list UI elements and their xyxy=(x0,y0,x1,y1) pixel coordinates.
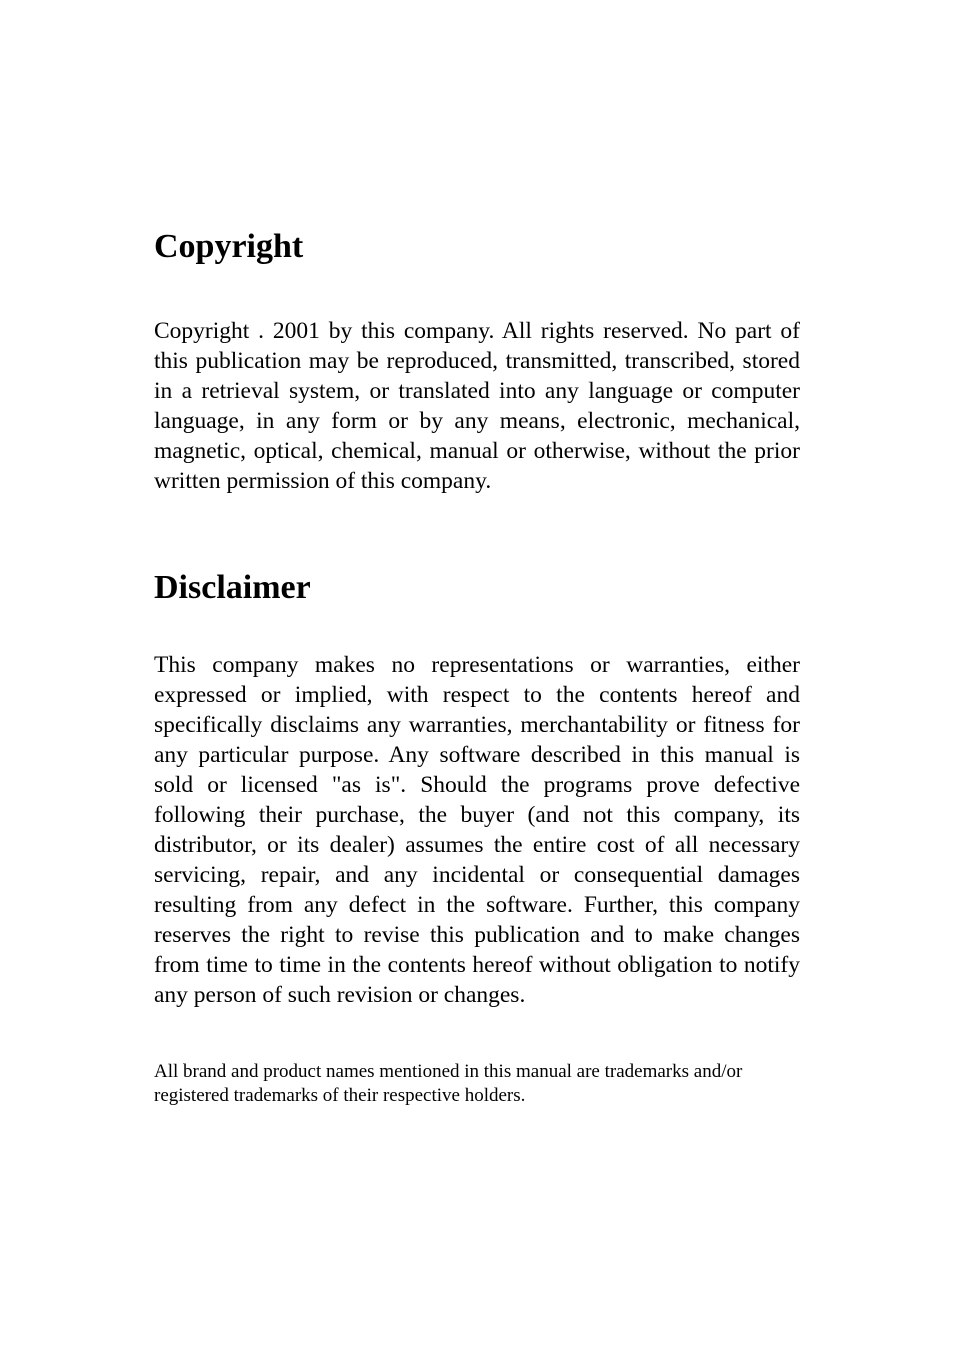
copyright-heading: Copyright xyxy=(154,228,304,265)
disclaimer-paragraph: This company makes no representations or warranties, either expressed or implied, with respect to the contents hereof and specifically disclaims any warranties, merchantability or fitness for any particular purpose. Any software described in this manual is sold or licensed "as is". Should the programs prove defective following their purchase, the buyer (and not this company, its distributor, or its dealer) assumes the entire cost of all necessary servicing, repair, and any incidental or consequential damages resulting from any defect in the software. Further, this company reserves the right to revise this publication and to make changes from time to time in the contents hereof without obligation to notify any person of such revision or changes. xyxy=(154,652,800,1008)
disclaimer-heading: Disclaimer xyxy=(154,569,311,606)
trademark-notice: All brand and product names mentioned in this manual are trademarks and/or registered trademarks of their respective holders. xyxy=(154,1061,743,1106)
copyright-paragraph: Copyright . 2001 by this company. All rights reserved. No part of this publication may be reproduced, transmitted, transcribed, stored in a retrieval system, or translated into any language or computer language, in any form or by any means, electronic, mechanical, magnetic, optical, chemical, manual or otherwise, without the prior written permission of this company. xyxy=(154,318,800,494)
